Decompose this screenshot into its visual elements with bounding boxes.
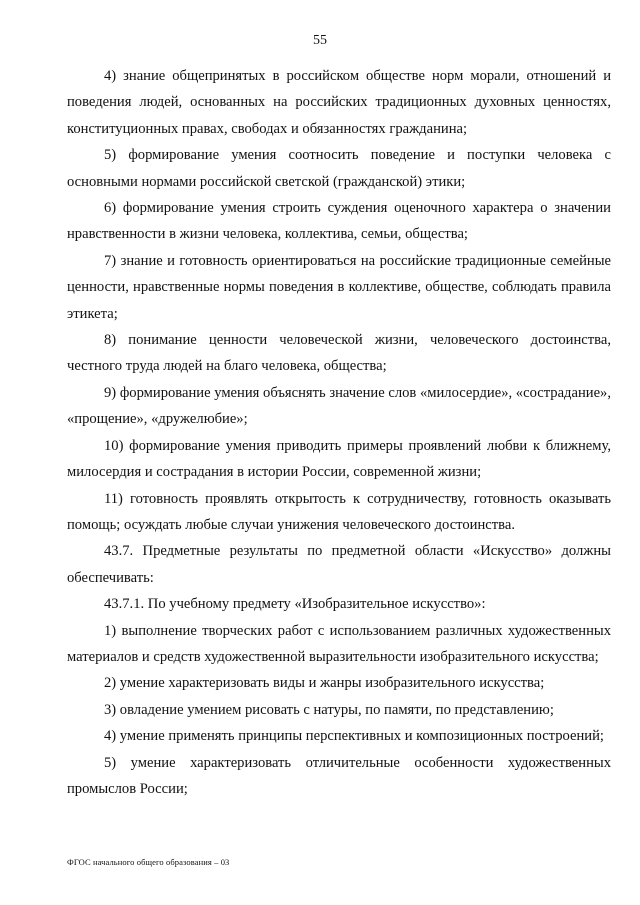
paragraph-item-6-judgments: 6) формирование умения строить суждения оценочного характера о значении нравственности в жизни человека, коллектива, семьи, общества; xyxy=(67,200,611,243)
paragraph-art-item-2: 2) умение характеризовать виды и жанры изобразительного искусства; xyxy=(104,675,545,692)
page-number: 55 xyxy=(313,33,327,48)
body-text xyxy=(67,63,611,802)
footer-standard-label: ФГОС начального общего образования – 03 xyxy=(67,857,230,867)
paragraph-item-8-life-value: 8) понимание ценности человеческой жизни, человеческого достоинства, честного труда людей на благо человека, общества; xyxy=(67,332,611,375)
paragraph-item-4-morals: 4) знание общепринятых в российском обществе норм морали, отношений и поведения людей, основанных на российских традиционных духовных ценностях, конституционных правах, свободах и обязанностях гражданина; xyxy=(67,68,611,137)
paragraph-item-7-family-values: 7) знание и готовность ориентироваться на российские традиционные семейные ценности, нравственные нормы поведения в коллективе, обществе, соблюдать правила этикета; xyxy=(67,252,611,322)
paragraph-art-item-5: 5) умение характеризовать отличительные особенности художественных промыслов России; xyxy=(67,754,611,797)
paragraph-item-11-cooperation: 11) готовность проявлять открытость к сотрудничеству, готовность оказывать помощь; осуждать любые случаи унижения человеческого достоинства. xyxy=(67,490,611,533)
paragraph-item-10-examples: 10) формирование умения приводить примеры проявлений любви к ближнему, милосердия и сострадания в истории России, современной жизни; xyxy=(67,437,611,481)
paragraph-section-43-7-1: 43.7.1. По учебному предмету «Изобразительное искусство»: xyxy=(104,596,486,613)
paragraph-section-43-7: 43.7. Предметные результаты по предметной области «Искусство» должны обеспечивать: xyxy=(67,543,611,586)
paragraph-art-item-4: 4) умение применять принципы перспективных и композиционных построений; xyxy=(104,728,604,745)
paragraph-art-item-1: 1) выполнение творческих работ с использованием различных художественных материалов и средств художественной выразительности изобразительного искусства; xyxy=(67,622,611,665)
paragraph-item-5-ethics: 5) формирование умения соотносить поведение и поступки человека с основными нормами российской светской (гражданской) этики; xyxy=(67,147,611,190)
paragraph-art-item-3: 3) овладение умением рисовать с натуры, по памяти, по представлению; xyxy=(104,701,554,718)
paragraph-item-9-words: 9) формирование умения объяснять значение слов «милосердие», «сострадание», «прощение», «дружелюбие»; xyxy=(67,384,611,428)
